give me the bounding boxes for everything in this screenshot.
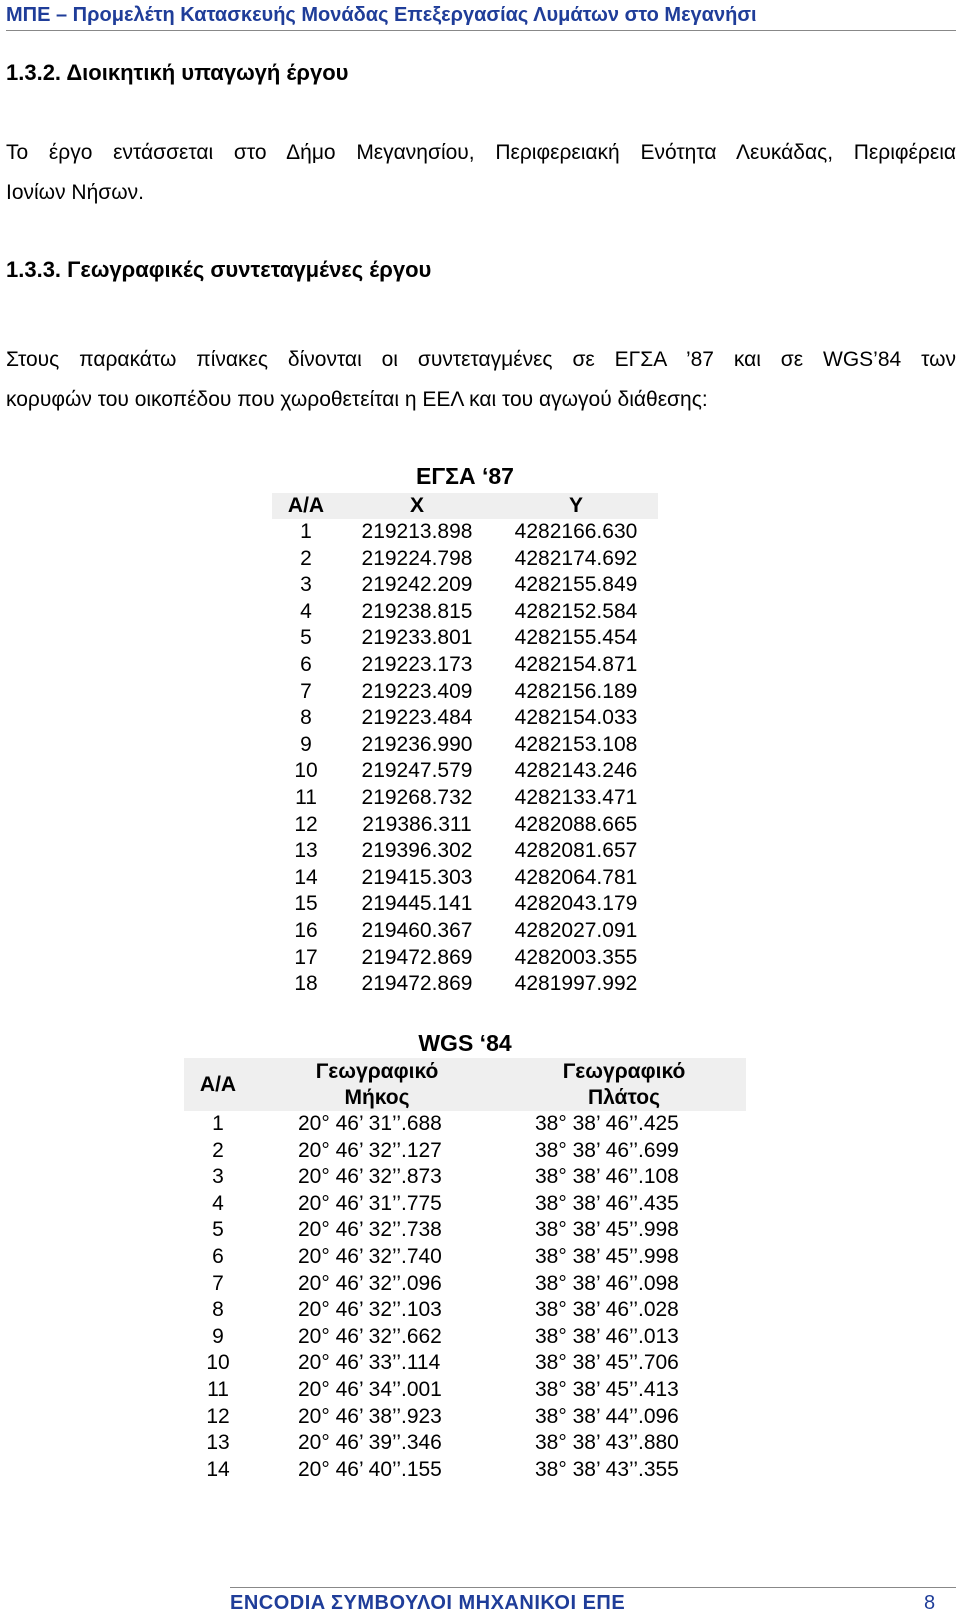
table-cell: 7 — [212, 1271, 224, 1295]
section-132-paragraph — [6, 133, 956, 213]
table-cell: 4282153.108 — [514, 732, 638, 756]
table-cell: 38° 38’ 45’’.998 — [535, 1218, 679, 1242]
table-cell: 10 — [294, 759, 318, 783]
table-cell: 20° 46’ 33’’.114 — [298, 1351, 441, 1375]
table-cell: 20° 46’ 32’’.738 — [298, 1218, 442, 1242]
table-cell: 10 — [206, 1351, 230, 1375]
table-cell: 4282064.781 — [514, 865, 638, 889]
table-cell: 219223.409 — [361, 679, 473, 703]
table-cell: 6 — [212, 1244, 224, 1268]
table-cell: 9 — [212, 1324, 224, 1348]
table-row — [184, 1271, 746, 1298]
table-cell: 38° 38’ 46’’.028 — [535, 1298, 679, 1322]
table-cell: 4282155.454 — [514, 626, 638, 650]
table-cell: 4282043.179 — [514, 892, 638, 916]
table-cell: 219472.869 — [361, 945, 473, 969]
table-cell: 38° 38’ 46’’.108 — [535, 1165, 679, 1189]
table-cell: 38° 38’ 43’’.880 — [535, 1431, 679, 1455]
table-cell: 7 — [300, 679, 312, 703]
table-row — [272, 546, 658, 573]
table-cell: 8 — [212, 1298, 224, 1322]
table-cell: 38° 38’ 46’’.425 — [535, 1112, 679, 1135]
table-cell: 219472.869 — [361, 972, 473, 996]
table-row — [184, 1430, 746, 1457]
table-cell: 4 — [212, 1191, 224, 1215]
table-row — [184, 1111, 746, 1138]
table-row — [272, 572, 658, 599]
table-cell: 20° 46’ 32’’.096 — [298, 1271, 442, 1295]
table-row — [272, 652, 658, 679]
table-row — [272, 519, 658, 546]
table-cell: 20° 46’ 32’’.740 — [298, 1244, 442, 1268]
table-row — [272, 758, 658, 785]
table-cell: 17 — [294, 945, 318, 969]
table-cell: 4282166.630 — [514, 520, 638, 543]
table-cell: 3 — [300, 573, 312, 597]
table-cell: 12 — [206, 1404, 230, 1428]
table-row — [184, 1377, 746, 1404]
table-cell: 219396.302 — [361, 839, 473, 863]
table-cell: 219415.303 — [361, 865, 473, 889]
table-row — [184, 1350, 746, 1377]
column-header-aa: Α/Α — [272, 493, 340, 519]
table-cell: 9 — [300, 732, 312, 756]
page-header-title: ΜΠΕ – Προμελέτη Κατασκευής Μονάδας Επεξεργασίας Λυμάτων στο Μεγανήσι — [6, 4, 757, 26]
table-cell: 4 — [300, 599, 312, 623]
table-row — [272, 599, 658, 626]
table-row — [272, 812, 658, 839]
table-cell: 38° 38’ 45’’.413 — [535, 1377, 679, 1401]
table-cell: 219224.798 — [361, 546, 473, 570]
table-cell: 38° 38’ 43’’.355 — [535, 1457, 679, 1481]
table-row — [272, 891, 658, 918]
table-row — [272, 705, 658, 732]
table-row — [184, 1244, 746, 1271]
wgs-coordinates-table — [184, 1058, 746, 1483]
table-row — [184, 1324, 746, 1351]
table-cell: 14 — [294, 865, 318, 889]
table-cell: 20° 46’ 32’’.662 — [298, 1324, 442, 1348]
table-cell: 4282154.871 — [514, 652, 638, 676]
table-cell: 4282133.471 — [514, 785, 638, 809]
table-cell: 5 — [300, 626, 312, 650]
section-heading-133: 1.3.3. Γεωγραφικές συντεταγμένες έργου — [6, 257, 432, 282]
table-row — [184, 1164, 746, 1191]
table-cell: 1 — [212, 1112, 224, 1135]
footer-company: ENCODIA ΣΥΜΒΟΥΛΟΙ ΜΗΧΑΝΙΚΟΙ ΕΠΕ — [230, 1592, 626, 1614]
paragraph-line: Το έργο εντάσσεται στο Δήμο Μεγανησίου, Περιφερειακή Ενότητα Λευκάδας, Περιφέρεια — [6, 141, 956, 164]
table-cell: 4282027.091 — [514, 918, 638, 942]
table-cell: 4282174.692 — [514, 546, 638, 570]
table-cell: 13 — [294, 839, 318, 863]
table-header-row — [272, 493, 658, 519]
table-cell: 219223.173 — [361, 652, 473, 676]
table-cell: 219236.990 — [361, 732, 473, 756]
table-row — [184, 1457, 746, 1484]
table-cell: 38° 38’ 46’’.098 — [535, 1271, 679, 1295]
table-cell: 38° 38’ 46’’.435 — [535, 1191, 679, 1215]
table-cell: 219386.311 — [362, 812, 472, 836]
table-cell: 8 — [300, 706, 312, 730]
section-heading-132: 1.3.2. Διοικητική υπαγωγή έργου — [6, 60, 349, 85]
table-row — [272, 865, 658, 892]
table-cell: 219268.732 — [361, 785, 473, 809]
table-cell: 219213.898 — [361, 520, 473, 543]
table-cell: 4282003.355 — [514, 945, 638, 969]
table-row — [272, 732, 658, 759]
table-cell: 20° 46’ 32’’.873 — [298, 1165, 442, 1189]
egsa-table-title: ΕΓΣΑ ‘87 — [416, 463, 514, 489]
table-row — [272, 838, 658, 865]
table-cell: 4282155.849 — [514, 573, 638, 597]
table-row — [272, 785, 658, 812]
table-cell: 16 — [294, 918, 318, 942]
footer-divider — [230, 1587, 956, 1588]
table-row — [272, 971, 658, 998]
table-row — [184, 1404, 746, 1431]
column-header-latitude: Γεωγραφικό Πλάτος — [502, 1058, 746, 1111]
table-row — [272, 918, 658, 945]
table-cell: 20° 46’ 40’’.155 — [298, 1457, 442, 1481]
wgs-table-title: WGS ‘84 — [418, 1030, 512, 1056]
table-cell: 20° 46’ 32’’.103 — [298, 1298, 442, 1322]
table-row — [184, 1138, 746, 1165]
table-cell: 11 — [295, 785, 317, 809]
table-row — [184, 1191, 746, 1218]
table-cell: 20° 46’ 34’’.001 — [298, 1377, 442, 1401]
table-cell: 20° 46’ 38’’.923 — [298, 1404, 442, 1428]
table-cell: 6 — [300, 652, 312, 676]
table-cell: 20° 46’ 31’’.775 — [298, 1191, 442, 1215]
table-cell: 1 — [300, 520, 312, 543]
column-header-aa: Α/Α — [184, 1058, 252, 1111]
table-cell: 219238.815 — [361, 599, 473, 623]
table-cell: 20° 46’ 32’’.127 — [298, 1138, 442, 1162]
table-cell: 38° 38’ 44’’.096 — [535, 1404, 679, 1428]
table-cell: 219223.484 — [361, 706, 473, 730]
table-cell: 219460.367 — [361, 918, 473, 942]
table-cell: 219242.209 — [361, 573, 473, 597]
section-133-paragraph — [6, 340, 956, 420]
table-row — [184, 1297, 746, 1324]
egsa-coordinates-table — [272, 493, 658, 998]
table-cell: 38° 38’ 46’’.699 — [535, 1138, 679, 1162]
table-cell: 4282156.189 — [514, 679, 638, 703]
table-cell: 13 — [206, 1431, 230, 1455]
table-cell: 15 — [294, 892, 318, 916]
table-cell: 3 — [212, 1165, 224, 1189]
table-cell: 5 — [212, 1218, 224, 1242]
table-cell: 18 — [294, 972, 318, 996]
table-cell: 2 — [212, 1138, 224, 1162]
table-row — [272, 945, 658, 972]
table-cell: 11 — [207, 1377, 229, 1401]
page-number: 8 — [924, 1592, 936, 1614]
table-cell: 4282088.665 — [514, 812, 638, 836]
paragraph-line: Ιονίων Νήσων. — [6, 181, 144, 204]
table-row — [184, 1217, 746, 1244]
paragraph-line: κορυφών του οικοπέδου που χωροθετείται η ΕΕΛ και του αγωγού διάθεσης: — [6, 388, 708, 411]
table-cell: 4282143.246 — [514, 759, 638, 783]
table-cell: 38° 38’ 46’’.013 — [535, 1324, 679, 1348]
paragraph-line: Στους παρακάτω πίνακες δίνονται οι συντεταγμένες σε ΕΓΣΑ ’87 και σε WGS’84 των — [6, 348, 956, 371]
table-cell: 38° 38’ 45’’.706 — [535, 1351, 679, 1375]
table-cell: 219445.141 — [361, 892, 473, 916]
table-cell: 4282154.033 — [514, 706, 638, 730]
table-cell: 14 — [206, 1457, 230, 1481]
column-header-y: Υ — [494, 493, 658, 519]
table-cell: 219247.579 — [361, 759, 473, 783]
table-cell: 4282081.657 — [514, 839, 638, 863]
table-row — [272, 625, 658, 652]
header-divider — [6, 30, 956, 31]
table-cell: 2 — [300, 546, 312, 570]
table-cell: 20° 46’ 31’’.688 — [298, 1112, 442, 1135]
table-row — [272, 679, 658, 706]
column-header-longitude: Γεωγραφικό Μήκος — [252, 1058, 502, 1111]
table-cell: 38° 38’ 45’’.998 — [535, 1244, 679, 1268]
table-cell: 4281997.992 — [514, 972, 638, 996]
table-cell: 4282152.584 — [514, 599, 638, 623]
table-cell: 219233.801 — [361, 626, 473, 650]
column-header-x: Χ — [340, 493, 494, 519]
table-cell: 20° 46’ 39’’.346 — [298, 1431, 442, 1455]
table-header-row — [184, 1058, 746, 1111]
table-cell: 12 — [294, 812, 318, 836]
